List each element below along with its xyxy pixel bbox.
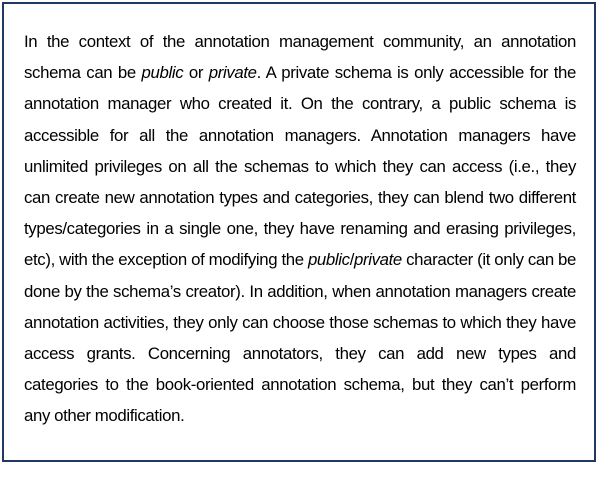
body-paragraph: [24, 26, 576, 432]
emphasis-private: private: [208, 63, 257, 83]
text-segment: . A private schema is only accessible for the annotation manager who created it. On the contrary, a public schema is accessible for all the annotation managers. Annotation managers have unlimited privileges on all the schemas to which they can access (i.e., they can create new annotation types and categories, they can blend two different types/categories in a single one, they have renaming and erasing privileges, etc), with the exception of modifying the: [24, 63, 577, 270]
text-segment: In the context of the annotation management community, an annotation schema can be: [24, 32, 576, 83]
emphasis-public: public: [141, 63, 184, 83]
text-box: [2, 2, 596, 462]
text-segment: or: [183, 63, 209, 83]
emphasis-private: private: [354, 250, 402, 270]
slash-separator: /: [349, 250, 354, 270]
text-segment: character (it only can be done by the schema’s creator). In addition, when annotation managers create annotation activities, they only can choose those schemas to which they have access grants. Concerning annotators, they can add new types and categories to the book-oriented annotation schema, but they can’t perform any other modification.: [24, 250, 577, 426]
emphasis-public: public: [307, 250, 350, 270]
